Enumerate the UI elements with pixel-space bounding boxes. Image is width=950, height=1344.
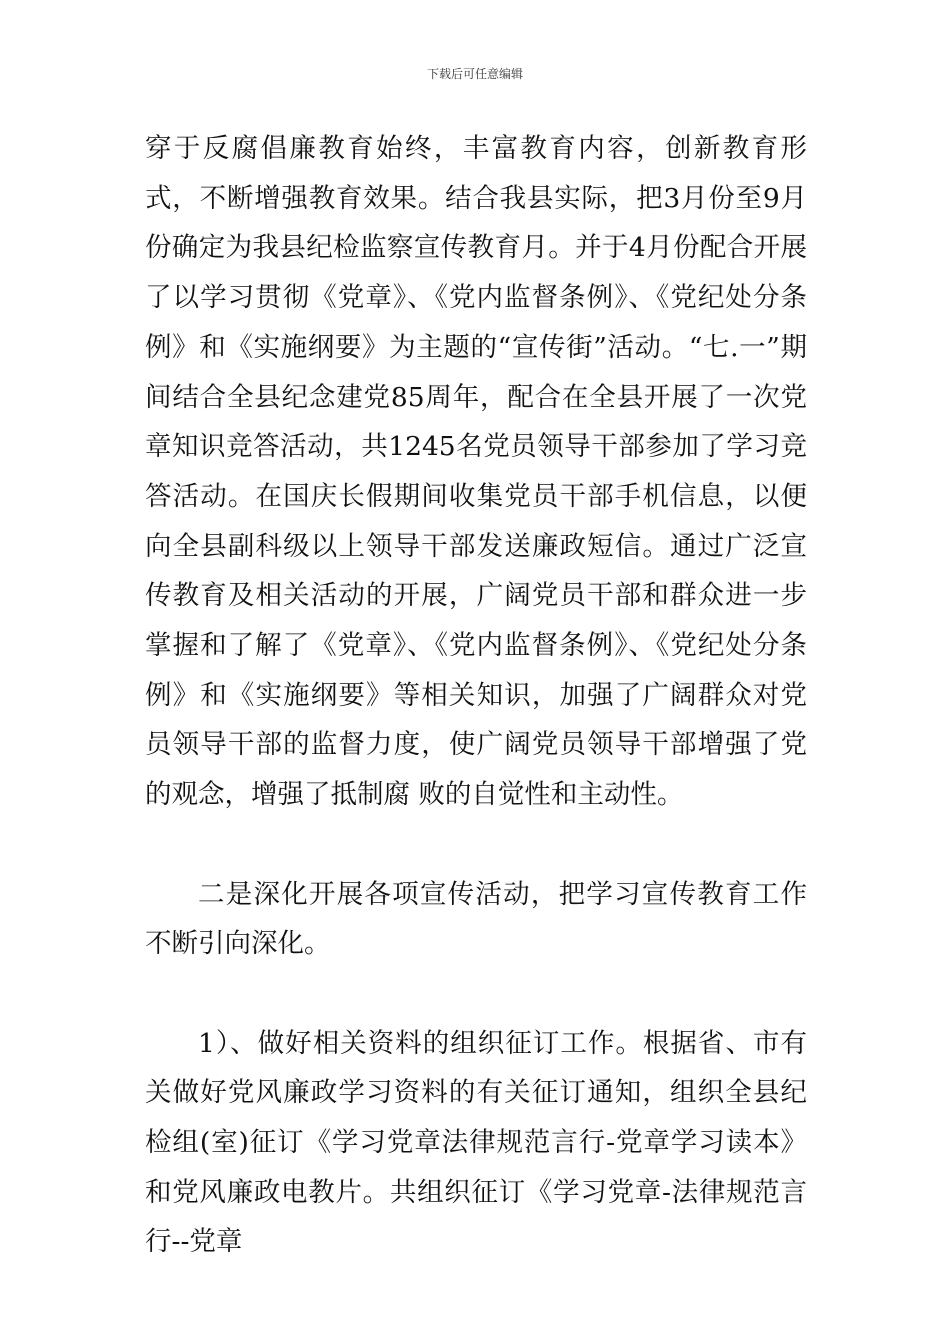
paragraph-material-subscription: 1）、做好相关资料的组织征订工作。根据省、市有关做好党风廉政学习资料的有关征订通知，组织全县纪检组(室)征订《学习党章法律规范言行-党章学习读本》和党风廉政电教片。共组织征订《学习党章-法律规范言行--党章 <box>145 1027 807 1258</box>
paragraph-anti-corruption-education: 穿于反腐倡廉教育始终，丰富教育内容，创新教育形式，不断增强教育效果。结合我县实际，把3月份至9月份确定为我县纪检监察宣传教育月。并于4月份配合开展了以学习贯彻《党章》、《党内监督条例》、《党纪处分条例》和《实施纲要》为主题的“宣传街”活动。“七.一”期间结合全县纪念建党85周年，配合在全县开展了一次党章知识竞答活动，共1245名党员领导干部参加了学习竞答活动。在国庆长假期间收集党员干部手机信息，以便向全县副科级以上领导干部发送廉政短信。通过广泛宣传教育及相关活动的开展，广阔党员干部和群众进一步掌握和了解了《党章》、《党内监督条例》、《党纪处分条例》和《实施纲要》等相关知识，加强了广阔群众对党员领导干部的监督力度，使广阔党员领导干部增强了党的观念，增强了抵制腐 败的自觉性和主动性。 <box>145 133 807 811</box>
paragraph-deepen-publicity: 二是深化开展各项宣传活动，把学习宣传教育工作不断引向深化。 <box>145 878 807 960</box>
document-body <box>145 124 807 1267</box>
page-header-note: 下载后可任意编辑 <box>426 67 523 81</box>
